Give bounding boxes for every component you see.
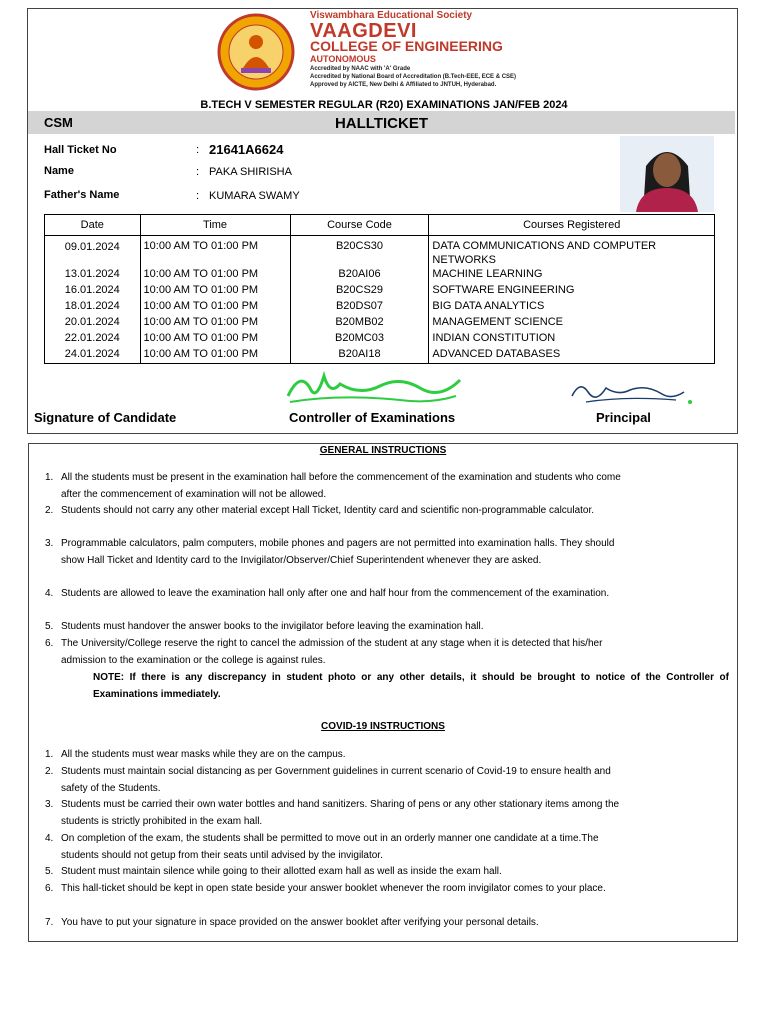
item-number: 1. [45, 749, 54, 760]
list-item [45, 618, 629, 635]
principal-signature [566, 374, 696, 408]
accreditation-line: Accredited by NAAC with 'A' Grade [310, 66, 411, 72]
student-name: PAKA SHIRISHA [209, 166, 292, 178]
item-number: 7. [45, 917, 54, 928]
item-text: All the students must wear masks while they are on the campus. [61, 749, 346, 760]
item-number: 3. [45, 799, 54, 810]
item-text: Students must be carried their own water bottles and hand sanitizers. Sharing of pens or any other stationary items among the students is strictly prohibited in the exam hall. [61, 799, 620, 827]
principal-signature-label: Principal [596, 410, 651, 425]
item-number: 3. [45, 538, 54, 549]
branch-code: CSM [44, 115, 73, 130]
item-text: Students must maintain social distancing as per Government guidelines in current scenario of Covid-19 to ensure health and safety of the Students. [61, 766, 611, 794]
item-text: Students should not carry any other material except Hall Ticket, Identity card and scientific non-programmable calculator. [61, 505, 595, 516]
table-row [45, 283, 715, 299]
list-item [45, 746, 629, 763]
table-row [45, 236, 715, 268]
table-row [45, 267, 715, 283]
institution-name: VAAGDEVI [310, 20, 417, 42]
colon: : [196, 144, 200, 156]
controller-signature [280, 366, 470, 412]
hall-ticket-label: Hall Ticket No [44, 144, 117, 156]
course-code: B20AI06 [290, 267, 429, 283]
course-code: B20MC03 [290, 331, 429, 347]
list-item [45, 585, 629, 602]
candidate-signature-label: Signature of Candidate [34, 410, 177, 425]
exam-date: 13.01.2024 [64, 268, 120, 280]
course-code: B20DS07 [290, 299, 429, 315]
column-header: Time [140, 215, 290, 236]
item-text: On completion of the exam, the students shall be permitted to move out in an orderly manner one candidate at a time.The students should not getup from their seats until advised by the invigilator. [61, 833, 599, 861]
item-number: 5. [45, 866, 54, 877]
item-number: 4. [45, 833, 54, 844]
course-name: MANAGEMENT SCIENCE [429, 315, 715, 331]
course-code: B20AI18 [290, 347, 429, 363]
item-number: 1. [45, 472, 54, 483]
exam-title: B.TECH V SEMESTER REGULAR (R20) EXAMINATIONS JAN/FEB 2024 [200, 99, 568, 111]
exam-date: 20.01.2024 [64, 316, 120, 328]
general-instructions-title: GENERAL INSTRUCTIONS [319, 445, 447, 456]
table-row [45, 347, 715, 363]
course-code: B20MB02 [290, 315, 429, 331]
course-name: INDIAN CONSTITUTION [429, 331, 715, 347]
item-number: 2. [45, 766, 54, 777]
list-item [45, 880, 629, 897]
exam-date: 24.01.2024 [64, 348, 120, 360]
course-name: BIG DATA ANALYTICS [429, 299, 715, 315]
item-text: All the students must be present in the examination hall before the commencement of the examination and students who come after the commencement of examination will not be allowed. [61, 472, 621, 500]
item-text: Student must maintain silence while going to their allotted exam hall as well as inside the exam hall. [61, 866, 502, 877]
column-header: Course Code [290, 215, 429, 236]
course-name: SOFTWARE ENGINEERING [429, 283, 715, 299]
exam-schedule-table [44, 214, 715, 364]
autonomous-label: AUTONOMOUS [310, 54, 376, 64]
item-text: You have to put your signature in space provided on the answer booklet after verifying your personal details. [61, 917, 539, 928]
item-number: 2. [45, 505, 54, 516]
list-item [45, 469, 629, 503]
father-name-label: Father's Name [44, 189, 120, 201]
table-row [45, 299, 715, 315]
exam-date: 16.01.2024 [64, 284, 120, 296]
course-name: DATA COMMUNICATIONS AND COMPUTER NETWORKS [429, 236, 715, 268]
table-row [45, 315, 715, 331]
name-label: Name [44, 165, 74, 177]
list-item [45, 863, 629, 880]
item-text: The University/College reserve the right to cancel the admission of the student at any stage when it is detected that his/her admission to the examination or the college is against rules. [61, 638, 603, 666]
exam-time: 10:00 AM TO 01:00 PM [140, 267, 290, 283]
list-item [45, 830, 629, 864]
college-name: COLLEGE OF ENGINEERING [310, 38, 503, 54]
item-number: 5. [45, 621, 54, 632]
exam-date: 09.01.2024 [64, 241, 120, 253]
table-row [45, 331, 715, 347]
instructions-box [28, 443, 738, 942]
course-name: MACHINE LEARNING [429, 267, 715, 283]
accreditation-line: Accredited by National Board of Accreditation (B.Tech-EEE, ECE & CSE) [310, 74, 517, 80]
covid-instructions-title: COVID-19 INSTRUCTIONS [321, 721, 445, 732]
hallticket-title: HALLTICKET [334, 115, 429, 132]
item-number: 6. [45, 883, 54, 894]
item-text: Students are allowed to leave the examination hall only after one and half hour from the commencement of the examination. [61, 588, 610, 599]
item-text: Programmable calculators, palm computers, mobile phones and pagers are not permitted into examination halls. They should show Hall Ticket and Identity card to the Invigilator/Observer/Chief Superintendent whenever they are asked. [61, 538, 615, 566]
hall-ticket-number: 21641A6624 [209, 142, 284, 157]
list-item [45, 763, 629, 797]
list-item [45, 796, 629, 830]
student-photo [620, 136, 714, 212]
course-code: B20CS29 [290, 283, 429, 299]
exam-date: 18.01.2024 [64, 300, 120, 312]
list-item [45, 914, 629, 931]
course-code: B20CS30 [290, 236, 429, 268]
list-item [45, 502, 629, 519]
controller-signature-label: Controller of Examinations [289, 410, 456, 425]
exam-time: 10:00 AM TO 01:00 PM [140, 347, 290, 363]
discrepancy-note: NOTE: If there is any discrepancy in student photo or any other details, it should be brought to notice of the Controller of Examinations immediately. [93, 672, 729, 700]
father-name: KUMARA SWAMY [209, 190, 300, 202]
list-item [45, 535, 629, 569]
item-number: 6. [45, 638, 54, 649]
table-header-row [45, 215, 715, 236]
society-name: Viswambhara Educational Society [310, 10, 473, 21]
exam-time: 10:00 AM TO 01:00 PM [140, 331, 290, 347]
accreditation-line: Approved by AICTE, New Delhi & Affiliated to JNTUH, Hyderabad. [310, 82, 497, 88]
exam-time: 10:00 AM TO 01:00 PM [140, 315, 290, 331]
column-header: Courses Registered [429, 215, 715, 236]
college-logo-icon [211, 12, 301, 92]
colon: : [196, 190, 200, 202]
course-name: ADVANCED DATABASES [429, 347, 715, 363]
exam-date: 22.01.2024 [64, 332, 120, 344]
hallticket-band [28, 111, 735, 134]
column-header: Date [45, 215, 141, 236]
colon: : [196, 166, 200, 178]
list-item [45, 635, 629, 669]
exam-time: 10:00 AM TO 01:00 PM [140, 299, 290, 315]
item-text: Students must handover the answer books to the invigilator before leaving the examination hall. [61, 621, 484, 632]
exam-time: 10:00 AM TO 01:00 PM [140, 236, 290, 268]
exam-time: 10:00 AM TO 01:00 PM [140, 283, 290, 299]
item-text: This hall-ticket should be kept in open state beside your answer booklet whenever the room invigilator comes to your place. [61, 883, 606, 894]
item-number: 4. [45, 588, 54, 599]
